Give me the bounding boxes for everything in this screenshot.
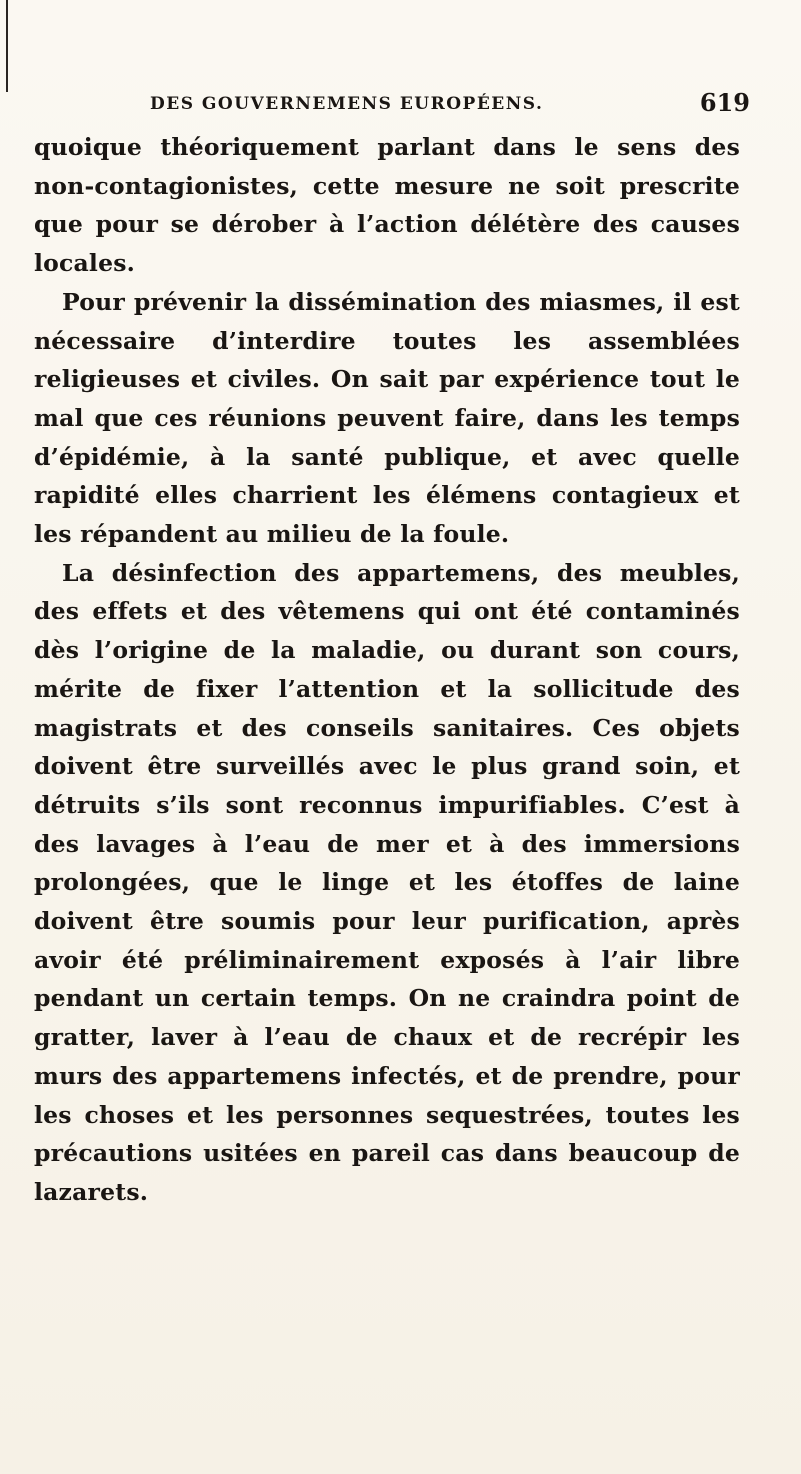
scan-edge-line: [6, 0, 8, 92]
paragraph-desinfection: La désinfection des appartemens, des meubles, des effets et des vêtemens qui ont été contaminés dès l’origine de la maladie, ou durant son cours, mérite de fixer l’attention et la sollicitude des magistrats et des conseils sanitaires. Ces objets doivent être surveillés avec le plus grand soin, et détruits s’ils sont reconnus impurifiables. C’est à des lavages à l’eau de mer et à des immersions prolongées, que le linge et les étoffes de laine doivent être soumis pour leur purification, après avoir été préliminairement exposés à l’air libre pendant un certain temps. On ne craindra point de gratter, laver à l’eau de chaux et de recrépir les murs des appartemens infectés, et de prendre, pour les choses et les personnes sequestrées, toutes les précautions usitées en pareil cas dans beaucoup de lazarets.: [34, 558, 740, 1206]
body-text: [34, 128, 740, 1212]
page-number: 619: [699, 88, 750, 117]
paragraph-miasmes: Pour prévenir la dissémination des miasmes, il est nécessaire d’interdire toutes les assemblées religieuses et civiles. On sait par expérience tout le mal que ces réunions peuvent faire, dans les temps d’épidémie, à la santé publique, et avec quelle rapidité elles charrient les élémens contagieux et les répandent au milieu de la foule.: [34, 287, 740, 549]
page-header: [150, 88, 750, 122]
paragraph-continuation: quoique théoriquement parlant dans le sens des non-contagionistes, cette mesure ne soit prescrite que pour se dérober à l’action délétère des causes locales.: [34, 133, 740, 278]
running-head: DES GOUVERNEMENS EUROPÉENS.: [150, 94, 544, 114]
